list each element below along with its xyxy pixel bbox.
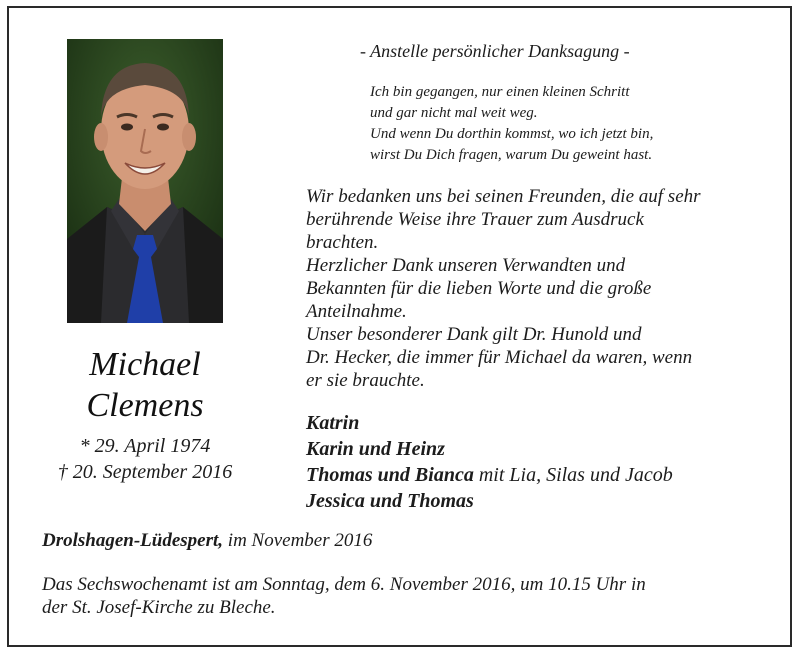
poem-line: Ich bin gegangen, nur einen kleinen Schritt <box>370 84 630 100</box>
birth-date: * 29. April 1974 <box>79 435 211 457</box>
place-date-line <box>42 529 742 553</box>
thanks-line: Herzlicher Dank unseren Verwandten und <box>306 255 626 276</box>
notice-header: - Anstelle persönlicher Danksagung - <box>360 41 630 61</box>
family-member: Karin und Heinz <box>306 438 445 460</box>
thanks-line: Bekannten für die lieben Worte und die große <box>306 278 652 299</box>
poem-line: Und wenn Du dorthin kommst, wo ich jetzt bin, <box>370 126 654 142</box>
family-children: mit Lia, Silas und Jacob <box>473 464 673 486</box>
service-announcement <box>42 573 772 619</box>
death-date: † 20. September 2016 <box>57 461 233 483</box>
thanks-line: berührende Weise ihre Trauer zum Ausdruck <box>306 209 644 230</box>
service-line: Das Sechswochenamt ist am Sonntag, dem 6. November 2016, um 10.15 Uhr in <box>42 574 646 595</box>
portrait-photo <box>67 39 223 323</box>
poem-line: und gar nicht mal weit weg. <box>370 105 538 121</box>
thanks-line: er sie brauchte. <box>306 370 425 391</box>
thanks-line: Dr. Hecker, die immer für Michael da waren, wenn <box>306 347 693 368</box>
thanks-line: brachten. <box>306 232 379 253</box>
notice-date: im November 2016 <box>223 530 373 551</box>
place-name: Drolshagen-Lüdespert, <box>42 530 224 551</box>
deceased-last-name: Clemens <box>86 387 204 424</box>
family-member: Thomas und Bianca <box>306 464 474 486</box>
thanks-line: Unser besonderer Dank gilt Dr. Hunold und <box>306 324 642 345</box>
thanks-line: Wir bedanken uns bei seinen Freunden, die auf sehr <box>306 186 701 207</box>
thanks-line: Anteilnahme. <box>306 301 407 322</box>
family-member: Katrin <box>306 412 360 434</box>
deceased-first-name: Michael <box>89 346 201 383</box>
family-signatures <box>306 410 776 514</box>
thanks-text <box>306 185 776 392</box>
poem-line: wirst Du Dich fragen, warum Du geweint hast. <box>370 147 653 163</box>
service-line: der St. Josef-Kirche zu Bleche. <box>42 597 276 618</box>
poem <box>370 82 750 166</box>
family-member: Jessica und Thomas <box>306 490 474 512</box>
